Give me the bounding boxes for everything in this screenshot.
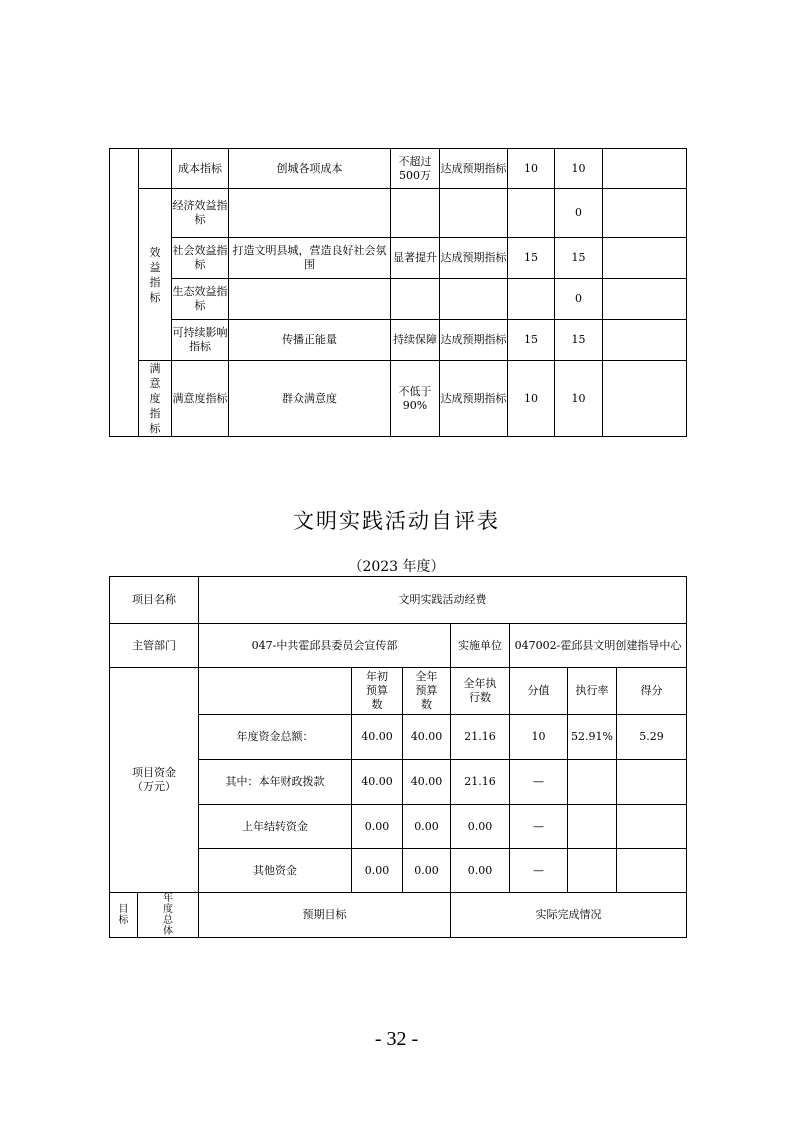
indicator-note — [603, 189, 687, 238]
performance-indicator-table — [109, 148, 687, 437]
page-number: - 32 - — [374, 1028, 419, 1050]
table-row — [110, 279, 687, 320]
indicator-target: 显著提升 — [391, 238, 440, 279]
table-row — [110, 668, 687, 715]
fund-row-label: 年度资金总额： — [199, 715, 352, 760]
indicator-content: 创城各项成本 — [229, 149, 391, 189]
benefit-group-label: 效益指标 — [139, 189, 172, 361]
fund-full: 40.00 — [403, 715, 451, 760]
indicator-target: 持续保障 — [391, 320, 440, 361]
fund-weight: — — [510, 805, 568, 849]
indicator-score: 0 — [555, 279, 603, 320]
table-row — [110, 238, 687, 279]
fund-exec: 21.16 — [451, 715, 510, 760]
fund-rate — [568, 760, 617, 805]
fund-score — [617, 849, 687, 893]
level2-cell — [139, 149, 172, 189]
fund-row-label: 其中：本年财政拨款 — [199, 760, 352, 805]
indicator-actual: 达成预期指标 — [440, 149, 508, 189]
indicator-score: 15 — [555, 320, 603, 361]
header-blank — [199, 668, 352, 715]
fund-weight: — — [510, 760, 568, 805]
header-full-budget: 全年预算数 — [403, 668, 451, 715]
table-row — [110, 893, 687, 938]
indicator-weight: 10 — [508, 361, 555, 437]
header-weight: 分值 — [510, 668, 568, 715]
indicator-target — [391, 279, 440, 320]
indicator-actual: 达成预期指标 — [440, 320, 508, 361]
indicator-note — [603, 320, 687, 361]
table-row — [110, 320, 687, 361]
fund-full: 40.00 — [403, 760, 451, 805]
expected-goal-header: 预期目标 — [199, 893, 451, 938]
indicator-content — [229, 189, 391, 238]
fund-weight: 10 — [510, 715, 568, 760]
indicator-content — [229, 279, 391, 320]
project-name-value: 文明实践活动经费 — [199, 577, 687, 624]
indicator-target: 不低于90% — [391, 361, 440, 437]
indicator-weight — [508, 189, 555, 238]
indicator-target: 不超过500万 — [391, 149, 440, 189]
fund-full: 0.00 — [403, 805, 451, 849]
fund-rate — [568, 805, 617, 849]
fund-rate: 52.91% — [568, 715, 617, 760]
fund-initial: 40.00 — [352, 760, 403, 805]
dept-label: 主管部门 — [110, 624, 199, 668]
indicator-weight: 15 — [508, 320, 555, 361]
page-title: 文明实践活动自评表 — [293, 509, 500, 533]
fund-full: 0.00 — [403, 849, 451, 893]
sub-indicator: 生态效益指标 — [172, 279, 229, 320]
table-row — [110, 149, 687, 189]
indicator-score: 15 — [555, 238, 603, 279]
fund-initial: 40.00 — [352, 715, 403, 760]
impl-label: 实施单位 — [451, 624, 510, 668]
fund-initial: 0.00 — [352, 805, 403, 849]
table-row — [110, 189, 687, 238]
project-name-label: 项目名称 — [110, 577, 199, 624]
level1-cell — [110, 149, 139, 437]
page-subtitle: （2023 年度） — [348, 559, 445, 575]
fund-rate — [568, 849, 617, 893]
fund-row-label: 其他资金 — [199, 849, 352, 893]
indicator-weight — [508, 279, 555, 320]
dept-value: 047-中共霍邱县委员会宣传部 — [199, 624, 451, 668]
header-executed: 全年执行数 — [451, 668, 510, 715]
fund-score — [617, 805, 687, 849]
indicator-weight: 10 — [508, 149, 555, 189]
indicator-actual — [440, 189, 508, 238]
sub-indicator: 社会效益指标 — [172, 238, 229, 279]
fund-weight: — — [510, 849, 568, 893]
sub-indicator: 满意度指标 — [172, 361, 229, 437]
indicator-actual: 达成预期指标 — [440, 361, 508, 437]
indicator-note — [603, 279, 687, 320]
header-initial-budget: 年初预算数 — [352, 668, 403, 715]
fund-exec: 21.16 — [451, 760, 510, 805]
header-rate: 执行率 — [568, 668, 617, 715]
goal-label: 目标 — [110, 893, 138, 938]
table-row — [110, 624, 687, 668]
satisfaction-group-label: 满意度指标 — [139, 361, 172, 437]
indicator-actual — [440, 279, 508, 320]
indicator-note — [603, 238, 687, 279]
table-row — [110, 577, 687, 624]
fund-score — [617, 760, 687, 805]
indicator-note — [603, 361, 687, 437]
indicator-content: 传播正能量 — [229, 320, 391, 361]
indicator-weight: 15 — [508, 238, 555, 279]
actual-completion-header: 实际完成情况 — [451, 893, 687, 938]
table-row — [110, 361, 687, 437]
fund-score: 5.29 — [617, 715, 687, 760]
fund-initial: 0.00 — [352, 849, 403, 893]
indicator-content: 打造文明县城，营造良好社会氛围 — [229, 238, 391, 279]
sub-indicator: 成本指标 — [172, 149, 229, 189]
header-score: 得分 — [617, 668, 687, 715]
fund-exec: 0.00 — [451, 805, 510, 849]
sub-indicator: 可持续影响指标 — [172, 320, 229, 361]
impl-value: 047002-霍邱县文明创建指导中心 — [510, 624, 687, 668]
indicator-target — [391, 189, 440, 238]
funds-label: 项目资金（万元） — [110, 668, 199, 893]
fund-row-label: 上年结转资金 — [199, 805, 352, 849]
self-evaluation-table — [109, 576, 687, 938]
fund-exec: 0.00 — [451, 849, 510, 893]
indicator-score: 10 — [555, 149, 603, 189]
indicator-content: 群众满意度 — [229, 361, 391, 437]
sub-indicator: 经济效益指标 — [172, 189, 229, 238]
indicator-actual: 达成预期指标 — [440, 238, 508, 279]
indicator-score: 0 — [555, 189, 603, 238]
indicator-score: 10 — [555, 361, 603, 437]
goal-sub-label: 年度总体 — [138, 893, 199, 938]
indicator-note — [603, 149, 687, 189]
